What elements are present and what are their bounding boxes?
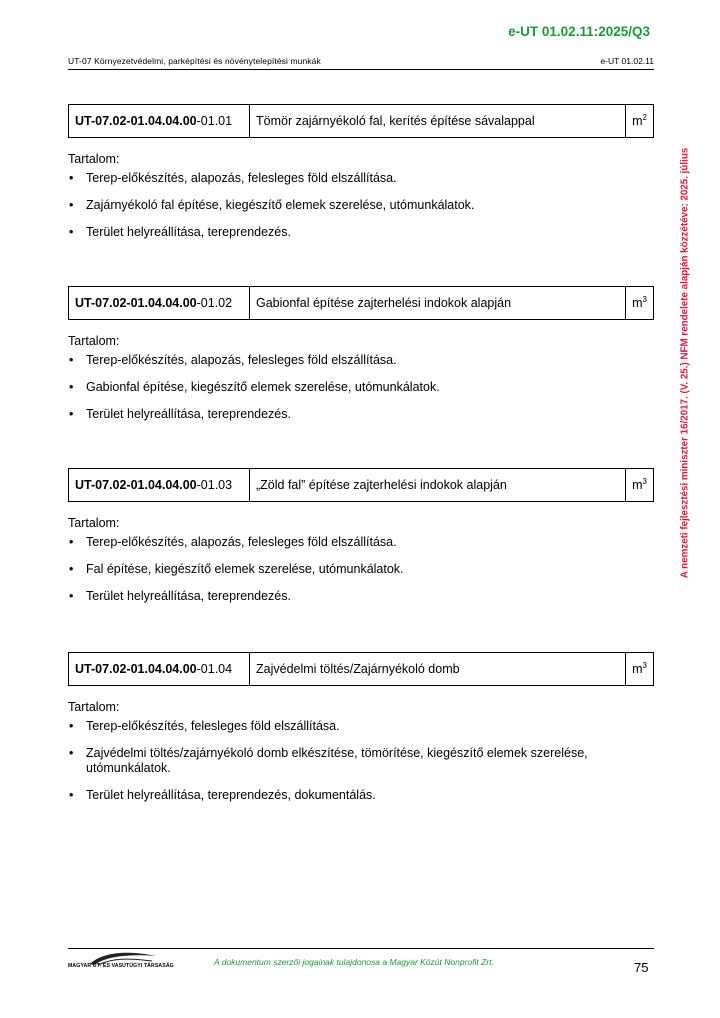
copyright-notice: A dokumentum szerzői jogainak tulajdonosa a Magyar Közút Nonprofit Zrt. <box>214 957 494 967</box>
publication-note-text: A nemzeti fejlesztési miniszter 16/2017. (V. 25.) NFM rendelete alapján közzétéve: 2025. július <box>679 147 691 579</box>
content-label: Tartalom: <box>68 516 120 530</box>
item-code-table <box>68 652 654 686</box>
header-doc-id: e-UT 01.02.11 <box>600 56 654 66</box>
item-code-main: UT-07.02-01.04.04.00 <box>75 114 197 128</box>
list-item: • Zajárnyékoló fal építése, kiegészítő elemek szerelése, utómunkálatok. <box>68 198 654 213</box>
running-header <box>68 56 654 70</box>
unit-base: m <box>632 662 643 677</box>
list-item: • Terület helyreállítása, tereprendezés. <box>68 589 654 604</box>
item-code-suffix: -01.04 <box>196 662 233 676</box>
item-code <box>69 287 250 320</box>
footer-rule <box>68 948 654 949</box>
item-code-table <box>68 468 654 502</box>
list-item: • Terület helyreállítása, tereprendezés. <box>68 407 654 422</box>
list-item: • Terep-előkészítés, alapozás, felesleges föld elszállítása. <box>68 535 654 550</box>
work-item-02 <box>68 286 654 434</box>
item-code-main: UT-07.02-01.04.04.00 <box>75 662 197 676</box>
item-code-suffix: -01.03 <box>196 478 233 492</box>
publication-note <box>676 96 694 630</box>
list-item: • Terület helyreállítása, tereprendezés. <box>68 225 654 240</box>
item-unit <box>626 653 654 686</box>
item-code-suffix: -01.01 <box>196 114 233 128</box>
content-label: Tartalom: <box>68 152 120 166</box>
list-item: • Fal építése, kiegészítő elemek szerelése, utómunkálatok. <box>68 562 654 577</box>
list-item: • Terület helyreállítása, tereprendezés, dokumentálás. <box>68 788 654 803</box>
unit-exponent: 3 <box>642 477 647 487</box>
work-item-04 <box>68 652 654 815</box>
content-list <box>68 171 654 240</box>
work-item-01 <box>68 104 654 252</box>
content-label: Tartalom: <box>68 334 120 348</box>
content-list <box>68 535 654 604</box>
content-list <box>68 719 654 802</box>
item-title: Zajvédelmi töltés/Zajárnyékoló domb <box>250 653 626 686</box>
list-item: • Terep-előkészítés, felesleges föld elszállítása. <box>68 719 654 734</box>
unit-base: m <box>632 296 643 311</box>
item-title: Gabionfal építése zajterhelési indokok alapján <box>250 287 626 320</box>
item-code <box>69 105 250 138</box>
work-item-03 <box>68 468 654 616</box>
item-title: Tömör zajárnyékoló fal, kerítés építése sávalappal <box>250 105 626 138</box>
item-unit <box>626 469 654 502</box>
unit-exponent: 3 <box>642 295 647 305</box>
list-item: • Zajvédelmi töltés/zajárnyékoló domb elkészítése, tömörítése, kiegészítő elemek szerelése, utómunkálatok. <box>68 746 654 775</box>
item-unit <box>626 105 654 138</box>
item-code-main: UT-07.02-01.04.04.00 <box>75 478 197 492</box>
document-code: e-UT 01.02.11:2025/Q3 <box>508 24 650 39</box>
list-item: • Terep-előkészítés, alapozás, felesleges föld elszállítása. <box>68 171 654 186</box>
item-code-table <box>68 104 654 138</box>
item-title: „Zöld fal” építése zajterhelési indokok alapján <box>250 469 626 502</box>
item-code <box>69 653 250 686</box>
item-code-suffix: -01.02 <box>196 296 233 310</box>
unit-exponent: 3 <box>642 661 647 671</box>
content-list <box>68 353 654 422</box>
company-logo-text: MAGYAR ÚT- ÉS VASÚTÜGYI TÁRSASÁG <box>68 963 174 969</box>
unit-base: m <box>632 114 643 129</box>
list-item: • Gabionfal építése, kiegészítő elemek szerelése, utómunkálatok. <box>68 380 654 395</box>
content-label: Tartalom: <box>68 700 120 714</box>
item-code <box>69 469 250 502</box>
list-item: • Terep-előkészítés, alapozás, felesleges föld elszállítása. <box>68 353 654 368</box>
item-code-table <box>68 286 654 320</box>
page-number: 75 <box>634 960 649 975</box>
unit-base: m <box>632 478 643 493</box>
header-chapter-title: UT-07 Környezetvédelmi, parképítési és növénytelepítési munkák <box>68 56 321 66</box>
unit-exponent: 2 <box>642 113 647 123</box>
item-code-main: UT-07.02-01.04.04.00 <box>75 296 197 310</box>
item-unit <box>626 287 654 320</box>
